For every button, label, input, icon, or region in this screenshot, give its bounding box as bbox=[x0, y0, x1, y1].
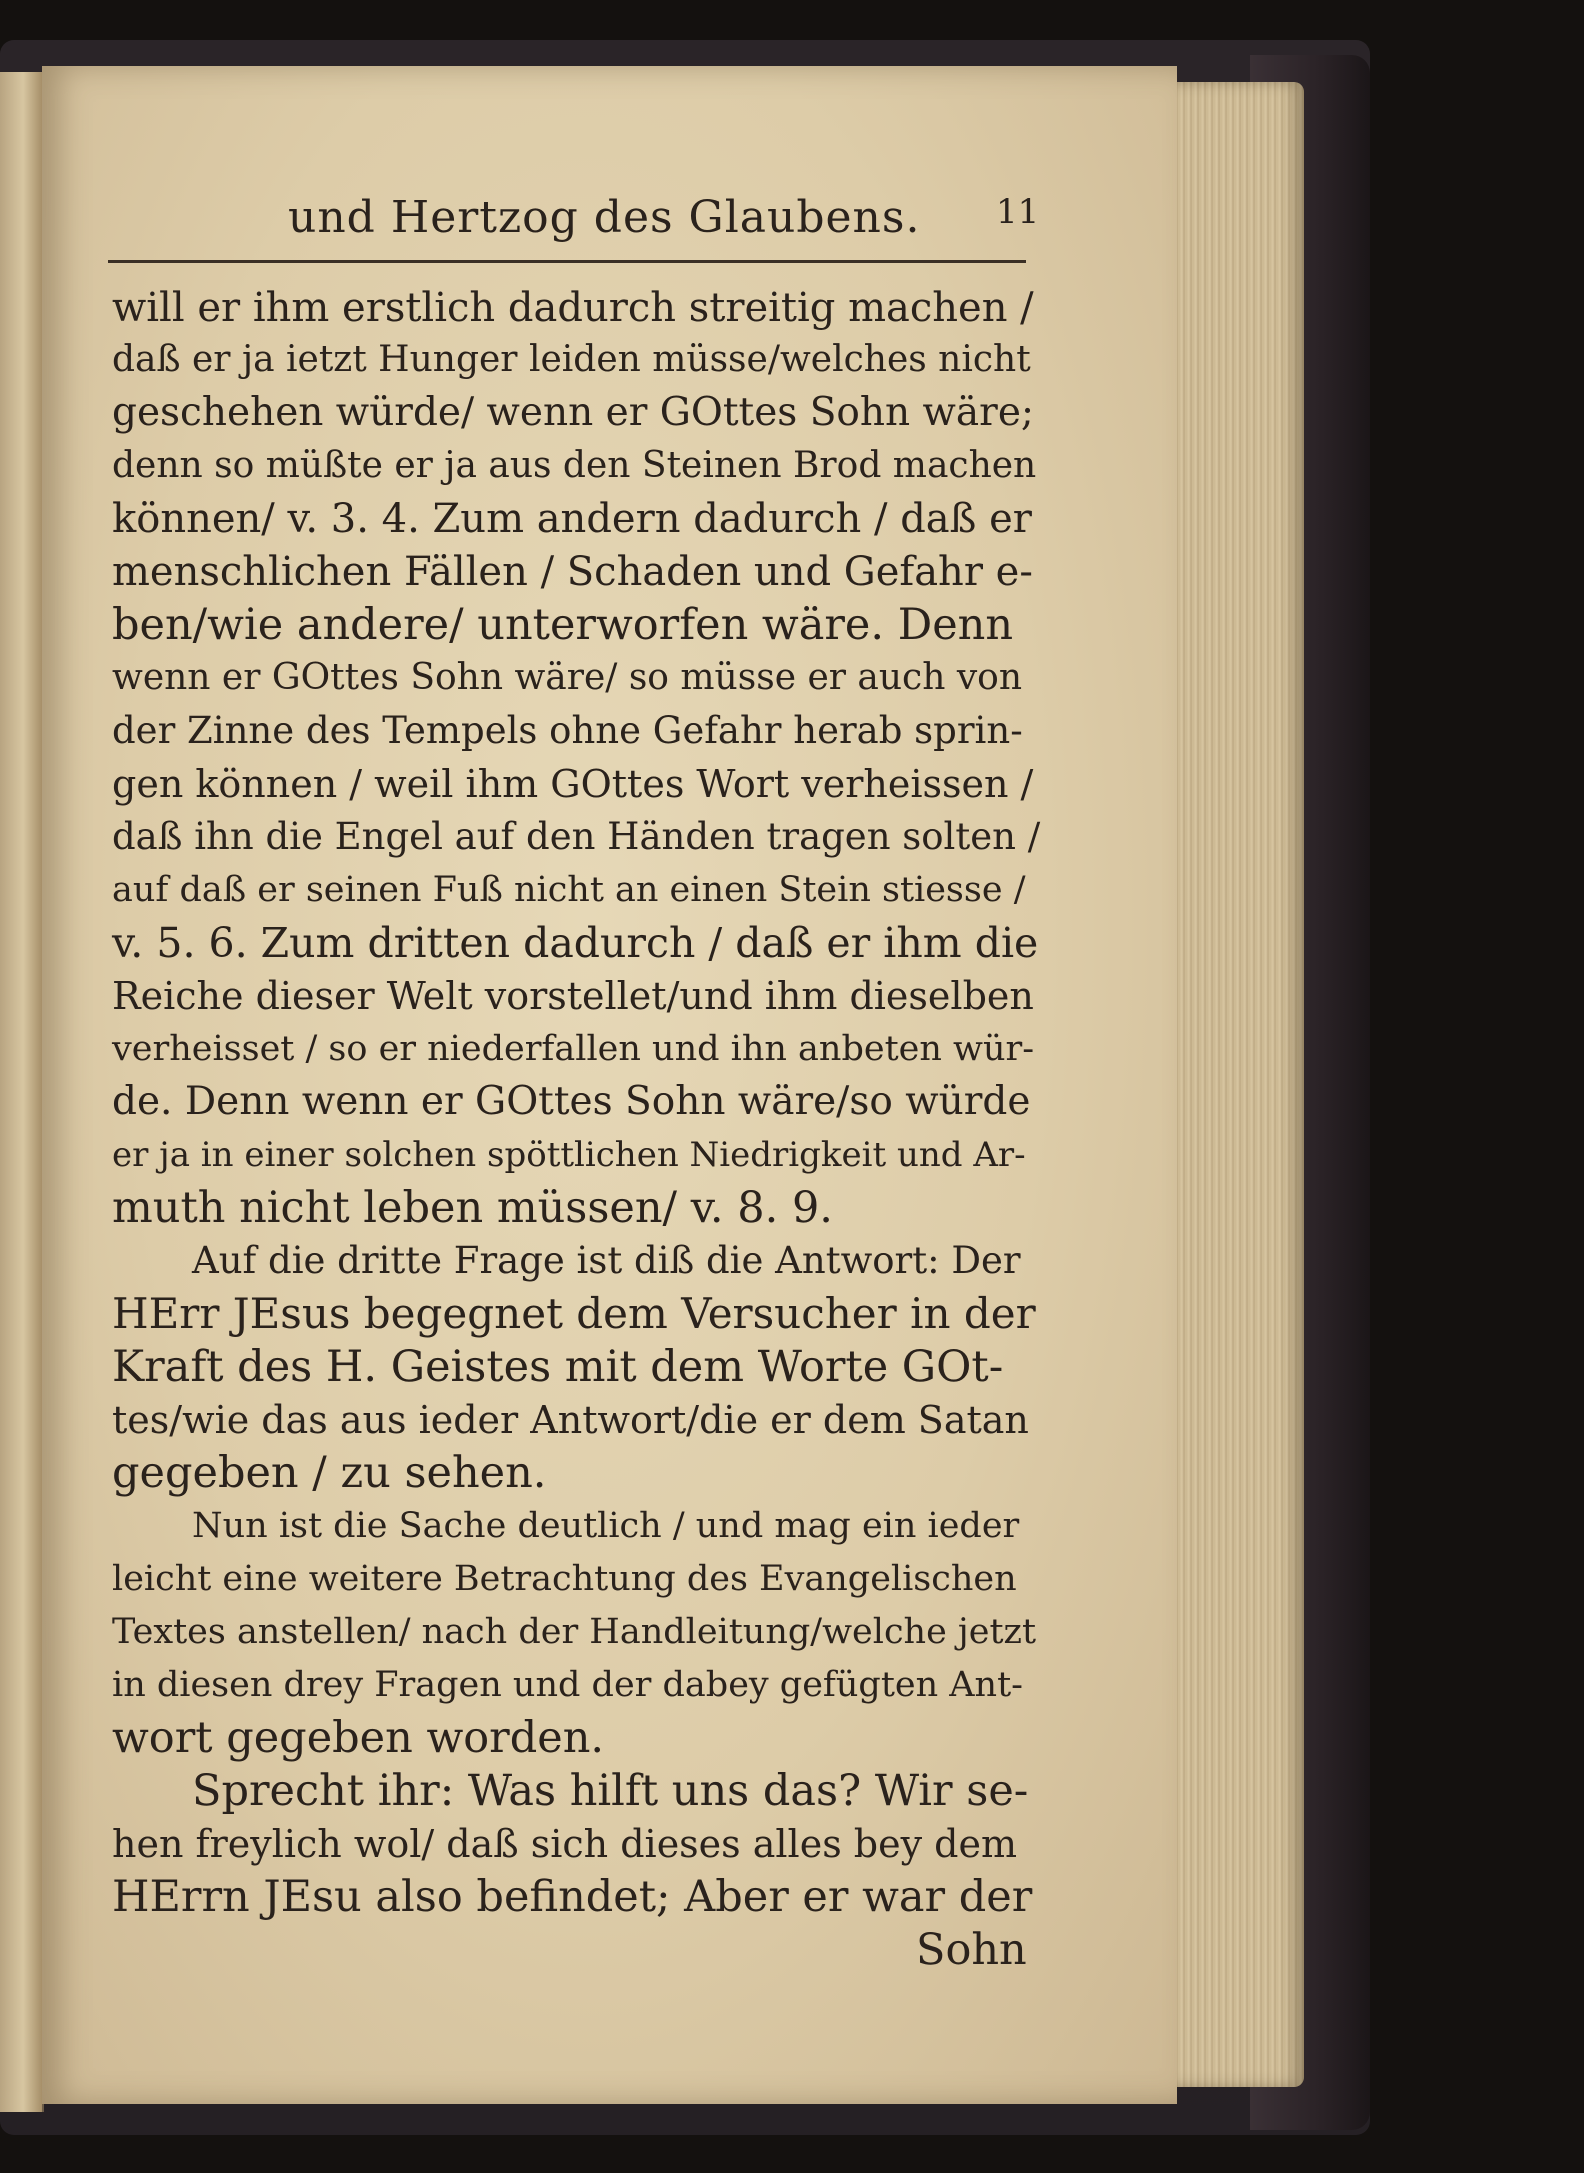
text-line: daß ihn die Engel auf den Händen tragen solten / bbox=[112, 815, 1041, 858]
running-header: und Hertzog des Glaubens. bbox=[288, 192, 921, 243]
text-line: wort gegeben worden. bbox=[112, 1713, 605, 1763]
page-fore-edge bbox=[1172, 82, 1304, 2087]
text-line: Textes anstellen/ nach der Handleitung/welche jetzt bbox=[112, 1612, 1037, 1652]
text-line: tes/wie das aus ieder Antwort/die er dem Satan bbox=[112, 1398, 1029, 1442]
text-line: HErrn JEsu also befindet; Aber er war der bbox=[112, 1872, 1033, 1922]
text-line: will er ihm erstlich dadurch streitig machen / bbox=[112, 285, 1034, 331]
page-number: 11 bbox=[996, 192, 1040, 232]
text-line: ben/wie andere/ unterworfen wäre. Denn bbox=[112, 600, 1014, 650]
catchword: Sohn bbox=[916, 1925, 1027, 1975]
facing-page-edge bbox=[0, 72, 44, 2112]
text-line: v. 5. 6. Zum dritten dadurch / daß er ihm die bbox=[112, 919, 1039, 967]
text-line: auf daß er seinen Fuß nicht an einen Stein stiesse / bbox=[112, 870, 1026, 910]
text-line: leicht eine weitere Betrachtung des Evangelischen bbox=[112, 1559, 1017, 1599]
text-line: Sprecht ihr: Was hilft uns das? Wir se- bbox=[192, 1766, 1029, 1816]
text-line: Nun ist die Sache deutlich / und mag ein ieder bbox=[192, 1506, 1020, 1546]
text-line: Reiche dieser Welt vorstellet/und ihm dieselben bbox=[112, 974, 1034, 1018]
text-line: HErr JEsus begegnet dem Versucher in der bbox=[112, 1289, 1036, 1338]
text-line: geschehen würde/ wenn er GOttes Sohn wäre; bbox=[112, 390, 1035, 435]
text-line: in diesen drey Fragen und der dabey gefügten Ant- bbox=[112, 1665, 1023, 1705]
text-line: Auf die dritte Frage ist diß die Antwort: Der bbox=[192, 1239, 1021, 1282]
text-line: denn so müßte er ja aus den Steinen Brod machen bbox=[112, 445, 1037, 486]
text-line: daß er ja ietzt Hunger leiden müsse/welches nicht bbox=[112, 339, 1031, 380]
text-line: gen können / weil ihm GOttes Wort verheissen / bbox=[112, 762, 1034, 806]
text-line: de. Denn wenn er GOttes Sohn wäre/so würde bbox=[112, 1079, 1031, 1124]
text-line: der Zinne des Tempels ohne Gefahr herab sprin- bbox=[112, 709, 1023, 752]
text-line: menschlichen Fällen / Schaden und Gefahr e- bbox=[112, 549, 1033, 595]
text-line: können/ v. 3. 4. Zum andern dadurch / daß er bbox=[112, 496, 1032, 542]
text-line: wenn er GOttes Sohn wäre/ so müsse er auch von bbox=[112, 657, 1023, 698]
text-line: er ja in einer solchen spöttlichen Niedrigkeit und Ar- bbox=[112, 1135, 1026, 1175]
header-rule bbox=[108, 260, 1026, 263]
text-line: gegeben / zu sehen. bbox=[112, 1448, 547, 1498]
text-line: hen freylich wol/ daß sich dieses alles bey dem bbox=[112, 1822, 1017, 1866]
text-line: muth nicht leben müssen/ v. 8. 9. bbox=[112, 1183, 833, 1233]
text-line: Kraft des H. Geistes mit dem Worte GOt- bbox=[112, 1342, 1004, 1392]
text-line: verheisset / so er niederfallen und ihn anbeten wür- bbox=[112, 1029, 1035, 1069]
